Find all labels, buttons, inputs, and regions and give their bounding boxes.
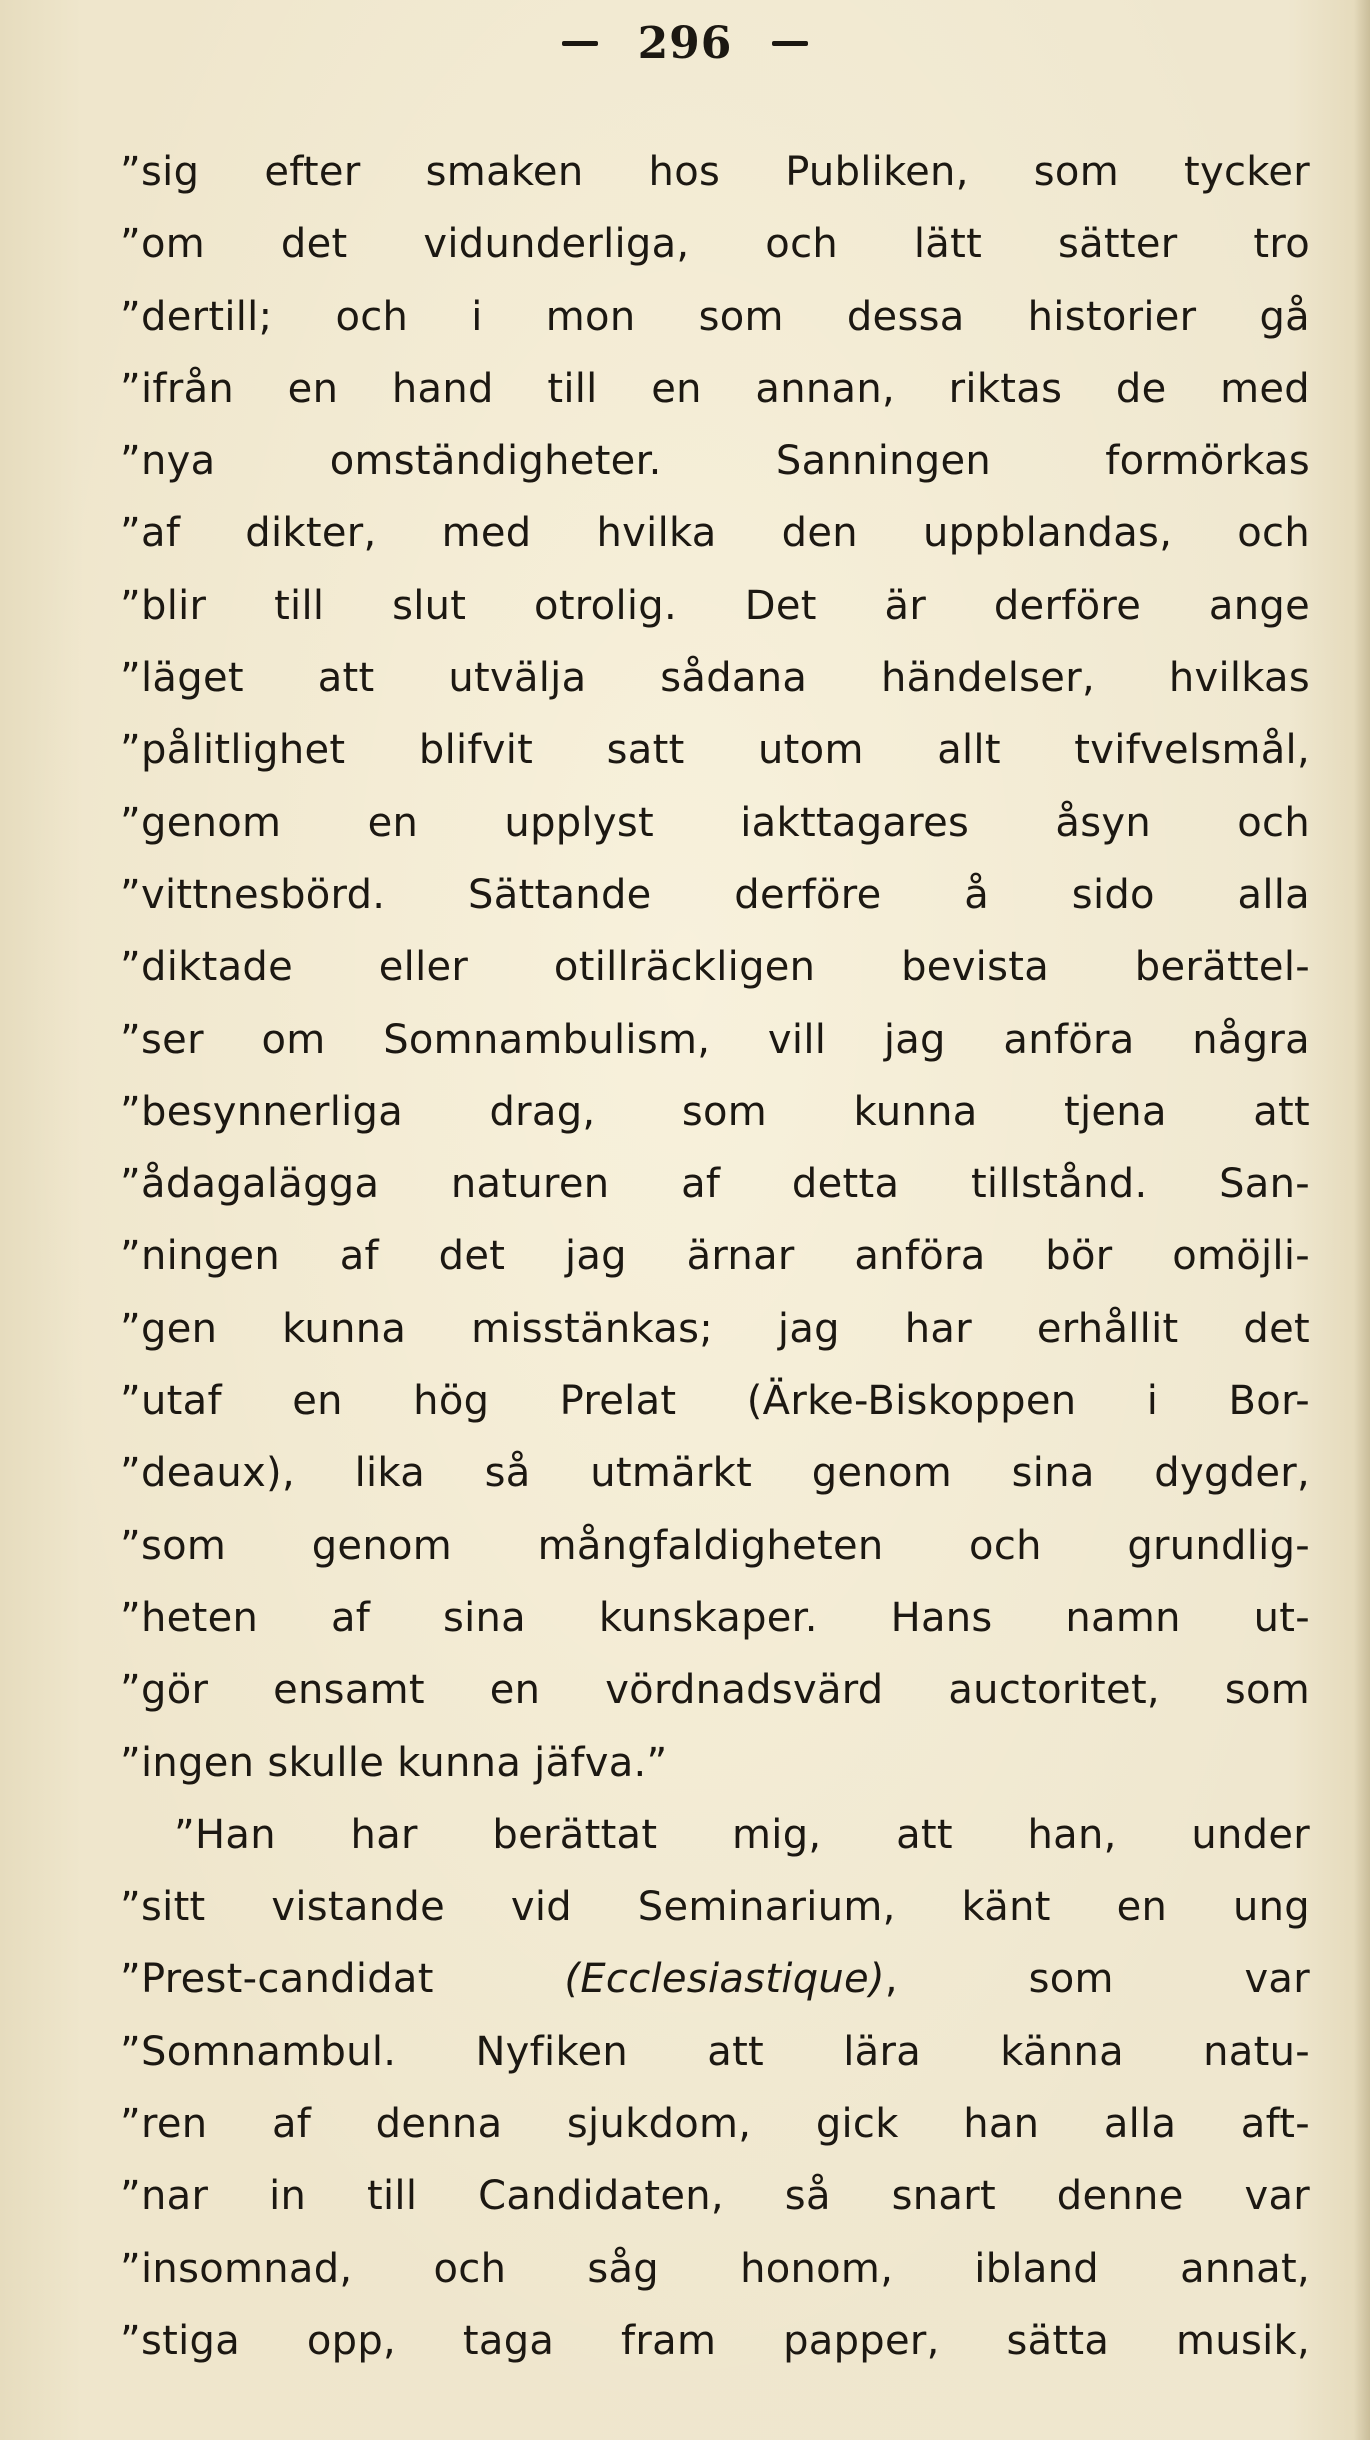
text-line: ”dertill; och i mon som dessa historier gå: [120, 293, 1310, 340]
text-line: ”nar in till Candidaten, så snart denne var: [120, 2173, 1310, 2220]
text-line: ”ren af denna sjukdom, gick han alla aft-: [120, 2101, 1310, 2148]
text-line: ”ifrån en hand till en annan, riktas de med: [120, 365, 1310, 412]
text-line: ”som genom mångfaldigheten och grundlig-: [120, 1522, 1310, 1569]
text-line: ”heten af sina kunskaper. Hans namn ut-: [120, 1594, 1310, 1641]
page-edge-shadow: [1354, 0, 1370, 2440]
text-line: ”nya omständigheter. Sanningen formörkas: [120, 438, 1310, 485]
italic-line-after: , som var: [884, 1956, 1310, 2003]
text-line-paragraph-start: ”Han har berättat mig, att han, under: [174, 1811, 1310, 1858]
text-line: ”ser om Somnambulism, vill jag anföra några: [120, 1016, 1310, 1063]
text-line: ”besynnerliga drag, som kunna tjena att: [120, 1088, 1310, 1135]
text-line: ”blir till slut otrolig. Det är derföre ange: [120, 582, 1310, 629]
text-line-with-italic: [120, 1943, 1310, 2015]
text-line: ”af dikter, med hvilka den uppblandas, och: [120, 510, 1310, 557]
text-line: ”gen kunna misstänkas; jag har erhållit det: [120, 1305, 1310, 1352]
text-line-quote-end: ”ingen skulle kunna jäfva.”: [120, 1739, 668, 1786]
italic-line-before: ”Prest-candidat: [120, 1956, 565, 2003]
page-number: 296: [637, 18, 733, 69]
text-line: ”insomnad, och såg honom, ibland annat,: [120, 2245, 1310, 2292]
header-dash-right: [772, 41, 808, 46]
text-line: ”sitt vistande vid Seminarium, känt en ung: [120, 1884, 1310, 1931]
text-line: ”sig efter smaken hos Publiken, som tycker: [120, 149, 1310, 195]
text-line: ”ådagalägga naturen af detta tillstånd. San-: [120, 1161, 1310, 1208]
italic-term: (Ecclesiastique): [564, 1956, 885, 2003]
body-text: [120, 136, 1310, 2377]
text-line: ”Somnambul. Nyfiken att lära känna natu-: [120, 2028, 1310, 2075]
text-line: ”vittnesbörd. Sättande derföre å sido alla: [120, 871, 1310, 918]
header-dash-left: [562, 41, 598, 46]
text-line: ”stiga opp, taga fram papper, sätta musik,: [120, 2317, 1310, 2364]
text-line: ”ningen af det jag ärnar anföra bör omöjli-: [120, 1233, 1310, 1280]
text-line: ”deaux), lika så utmärkt genom sina dygder,: [120, 1450, 1310, 1497]
text-line: ”genom en upplyst iakttagares åsyn och: [120, 799, 1310, 846]
text-line: ”gör ensamt en vördnadsvärd auctoritet, som: [120, 1667, 1310, 1714]
text-line: ”diktade eller otillräckligen bevista berättel-: [120, 944, 1310, 991]
text-line: ”läget att utvälja sådana händelser, hvilkas: [120, 655, 1310, 702]
page-header: [0, 18, 1370, 88]
text-line: ”om det vidunderliga, och lätt sätter tro: [120, 221, 1310, 268]
text-line: ”utaf en hög Prelat (Ärke-Biskoppen i Bor-: [120, 1378, 1310, 1425]
text-line: ”pålitlighet blifvit satt utom allt tvifvelsmål,: [120, 727, 1310, 774]
